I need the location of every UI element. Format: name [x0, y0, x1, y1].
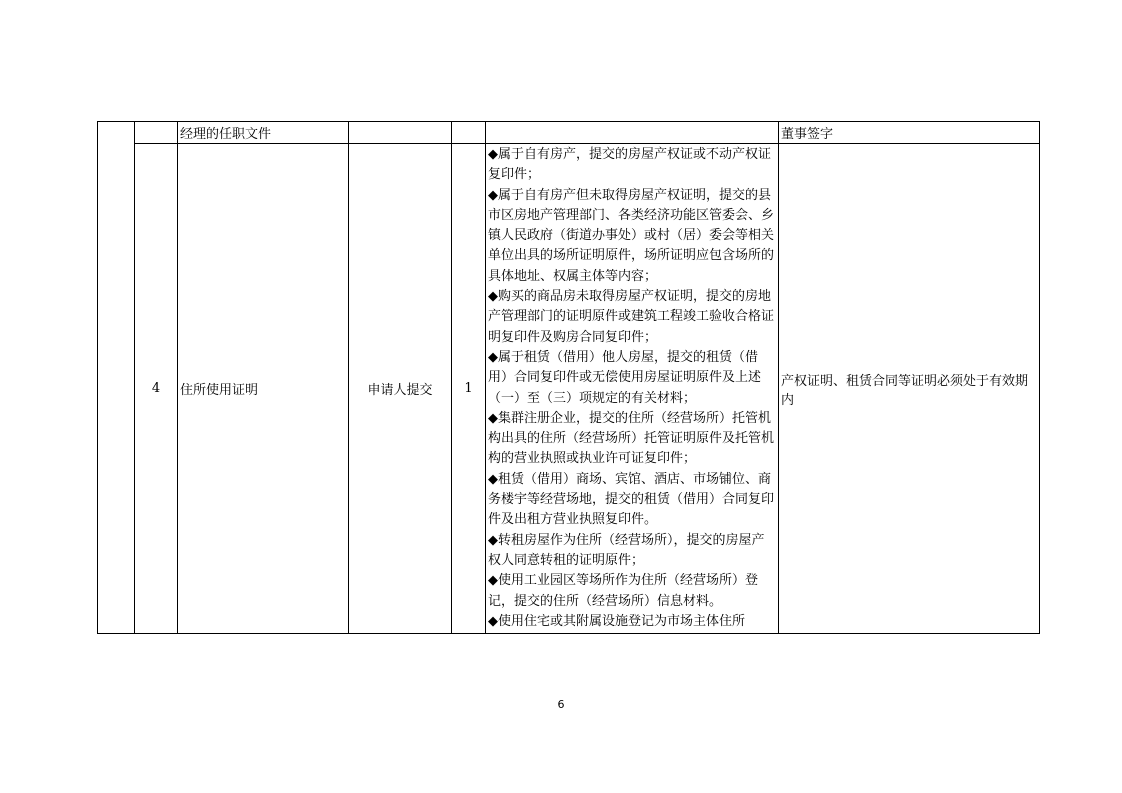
requirements-list [488, 145, 776, 632]
requirement-item: ◆使用住宅或其附属设施登记为市场主体住所 [488, 613, 745, 629]
copies-cell: 1 [452, 144, 486, 634]
requirements-cell [486, 144, 779, 634]
source-cell [349, 122, 452, 144]
requirement-item: ◆属于自有房产，提交的房屋产权证或不动产权证复印件； [488, 147, 771, 183]
merged-group-cell [98, 122, 135, 634]
index-cell: 4 [135, 144, 178, 634]
materials-table [97, 121, 1040, 634]
copies-cell [452, 122, 486, 144]
requirement-item: ◆属于租赁（借用）他人房屋，提交的租赁（借用）合同复印件或无偿使用房屋证明原件及上述（一）至（三）项规定的有关材料； [488, 349, 762, 406]
source-cell: 申请人提交 [349, 144, 452, 634]
note-cell: 产权证明、租赁合同等证明必须处于有效期内 [779, 144, 1040, 634]
material-cell: 住所使用证明 [178, 144, 349, 634]
requirements-cell [486, 122, 779, 144]
page-number: 6 [557, 698, 565, 711]
requirement-item: ◆购买的商品房未取得房屋产权证明，提交的房地产管理部门的证明原件或建筑工程竣工验收合格证明复印件及购房合同复印件； [488, 289, 775, 345]
material-cell: 经理的任职文件 [178, 122, 349, 144]
note-cell: 董事签字 [779, 122, 1040, 144]
requirement-item: ◆集群注册企业，提交的住所（经营场所）托管机构出具的住所（经营场所）托管证明原件及托管机构的营业执照或执业许可证复印件； [488, 410, 775, 467]
requirement-item: ◆属于自有房产但未取得房屋产权证明，提交的县市区房地产管理部门、各类经济功能区管委会、乡镇人民政府（街道办事处）或村（居）委会等相关单位出具的场所证明原件，场所证明应包含场所的具体地址、权属主体等内容； [488, 187, 775, 284]
requirement-item: ◆租赁（借用）商场、宾馆、酒店、市场铺位、商务楼宇等经营场地，提交的租赁（借用）合同复印件及出租方营业执照复印件。 [488, 471, 775, 528]
index-cell [135, 122, 178, 144]
requirement-item: ◆转租房屋作为住所（经营场所），提交的房屋产权人同意转租的证明原件； [488, 532, 765, 568]
table-row [98, 144, 1040, 634]
table-row [98, 122, 1040, 144]
requirement-item: ◆使用工业园区等场所作为住所（经营场所）登记，提交的住所（经营场所）信息材料。 [488, 573, 758, 609]
